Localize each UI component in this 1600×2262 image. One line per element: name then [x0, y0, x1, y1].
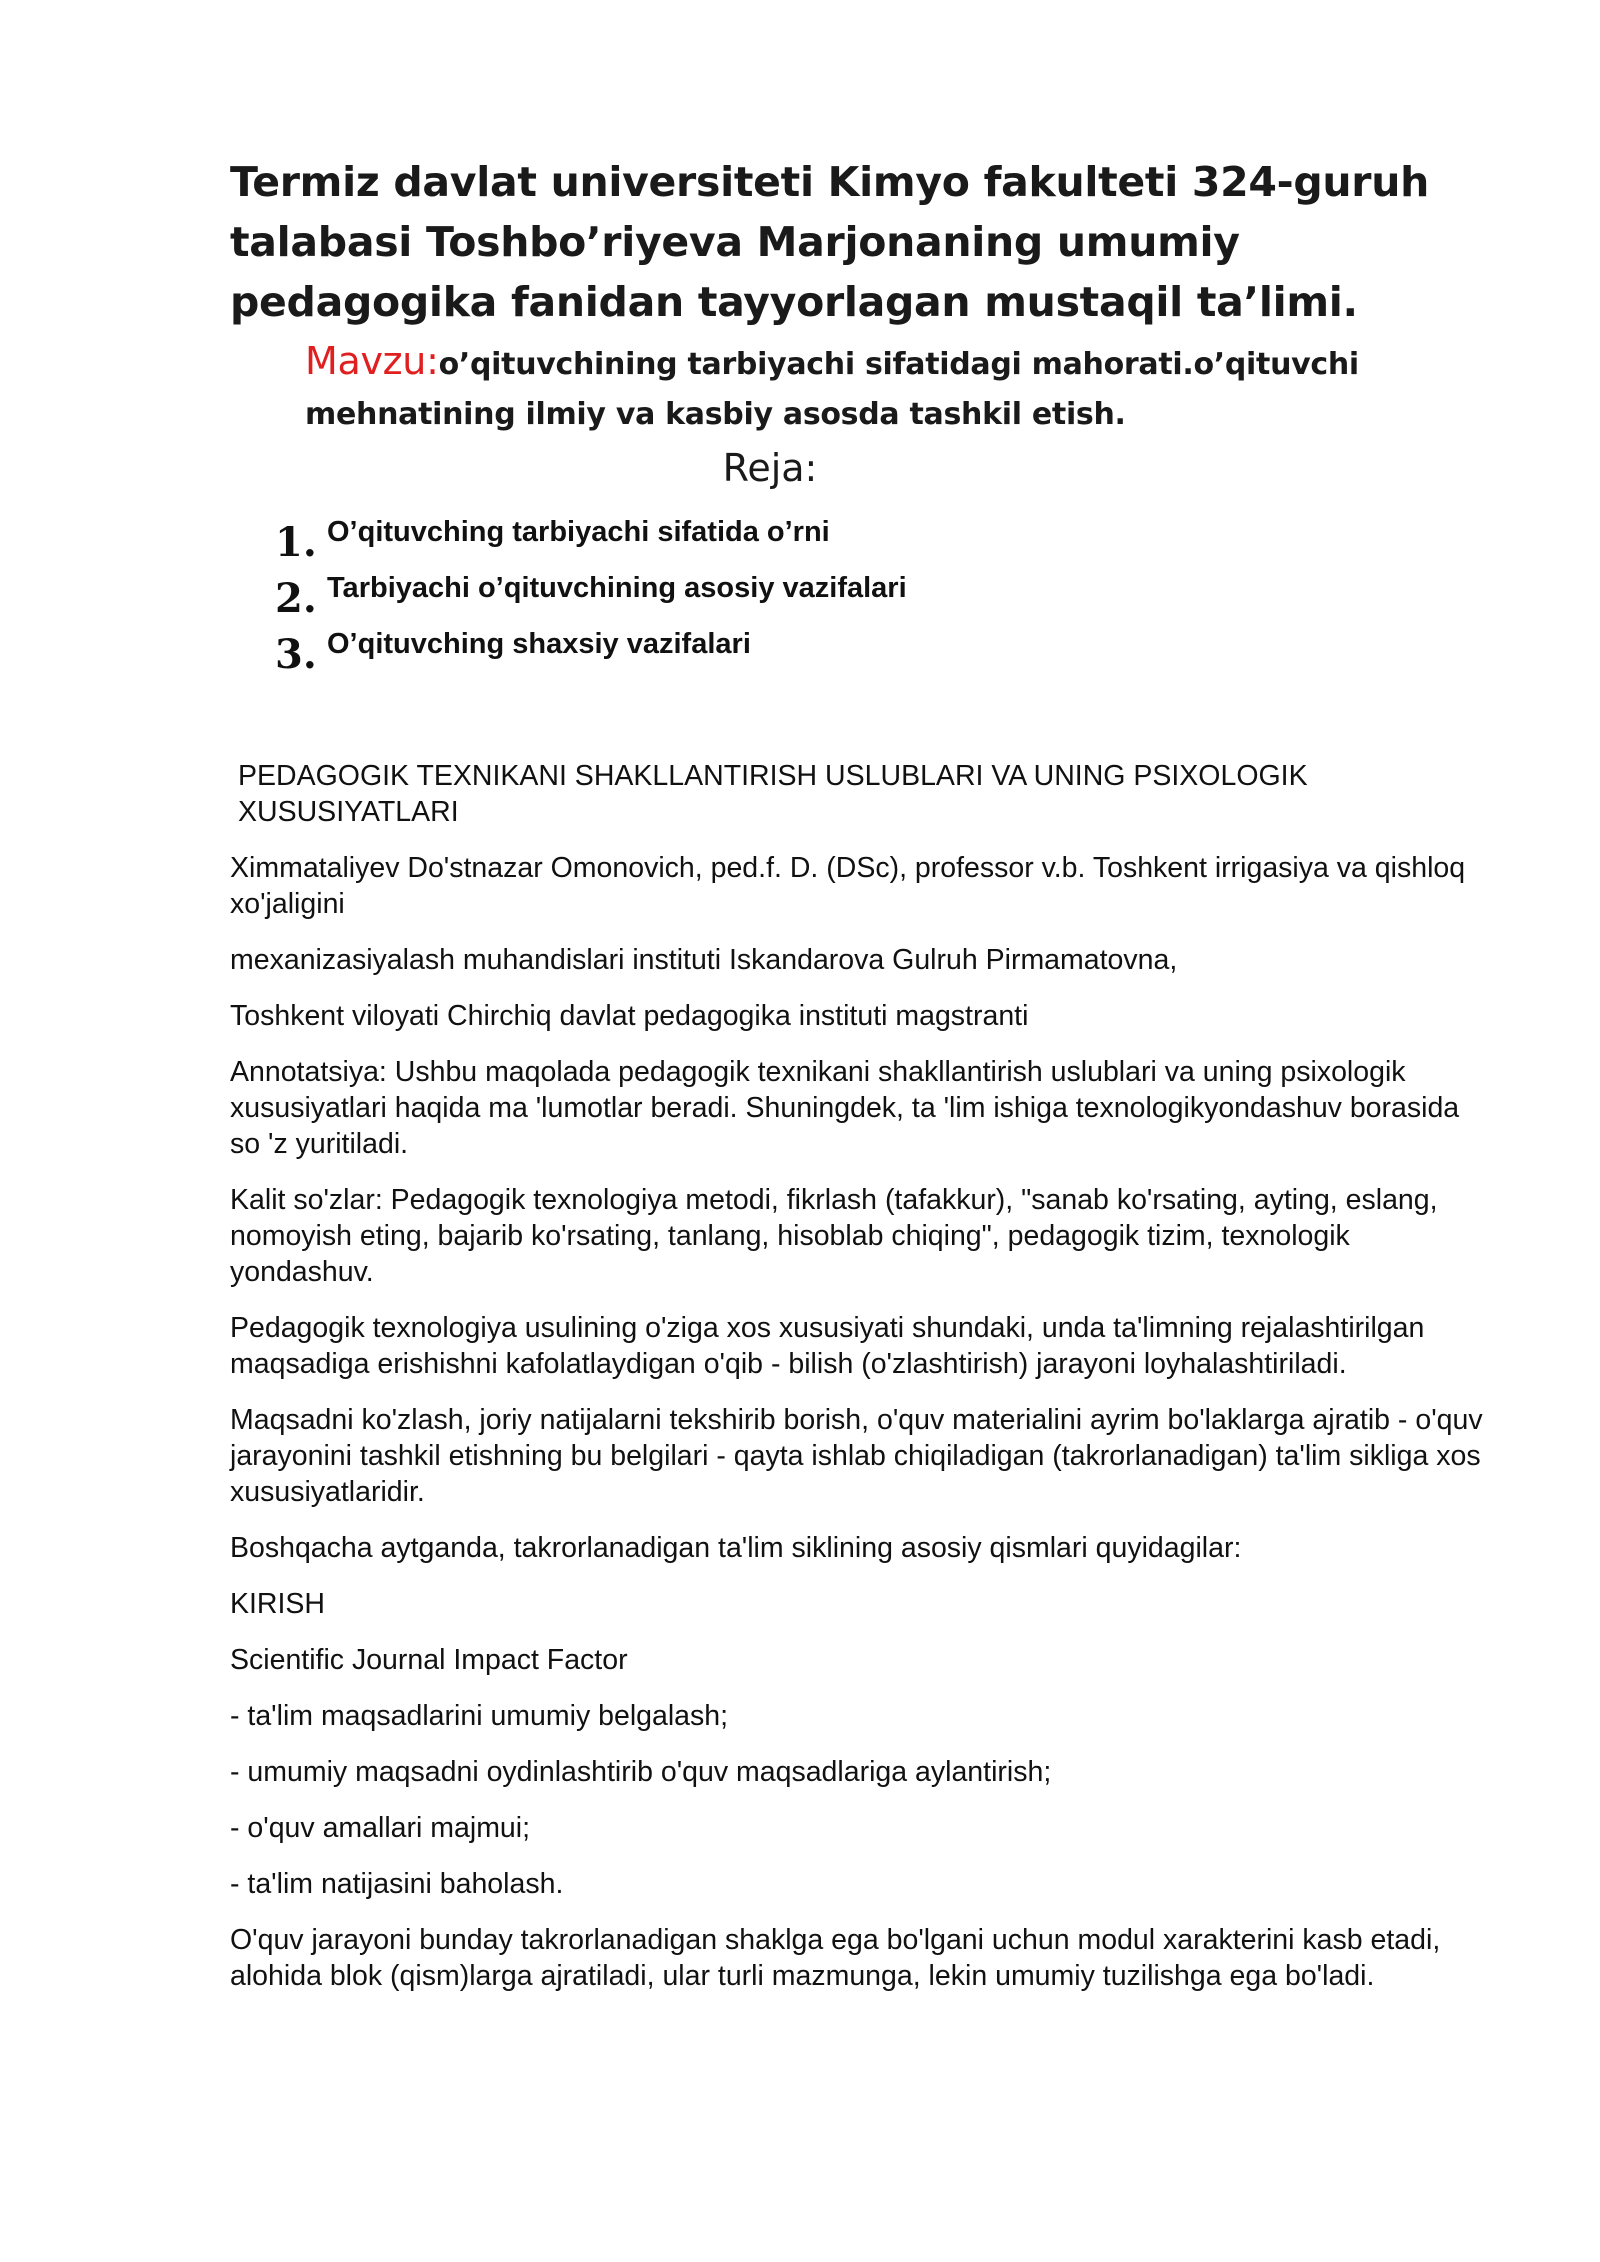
journal-note: Scientific Journal Impact Factor [230, 1644, 628, 1676]
keywords-paragraph: Kalit so'zlar: Pedagogik texnologiya metodi, fikrlash (tafakkur), "sanab ko'rsating, ayting, eslang, nomoyish eting, bajarib ko'rsating, tanlang, hisoblab chiqing", pedagogik tizim, texnologik yondashuv. [230, 1184, 1438, 1288]
plan-title: Reja: [722, 446, 818, 490]
body-paragraph: O'quv jarayoni bunday takrorlanadigan shaklga ega bo'lgani uchun modul xarakterini kasb etadi, alohida blok (qism)larga ajratiladi, ular turli mazmunga, lekin umumiy tuzilishga ega bo'ladi. [230, 1924, 1441, 1992]
plan-item-text: Tarbiyachi o’qituvchining asosiy vazifalari [327, 572, 907, 604]
plan-item-number: 2. [275, 575, 317, 622]
section-heading: KIRISH [230, 1588, 326, 1620]
document-title: Termiz davlat universiteti Kimyo fakulteti 324-guruh talabasi Toshbo’riyeva Marjonaning umumiy pedagogika fanidan tayyorlagan mustaqil ta’limi. [230, 158, 1429, 326]
body-paragraph: Maqsadni ko'zlash, joriy natijalarni tekshirib borish, o'quv materialini ayrim bo'laklarga ajratib - o'quv jarayonini tashkil etishning bu belgilari - qayta ishlab chiqiladigan (takrorlanadigan) ta'lim sikliga xos xususiyatlaridir. [230, 1404, 1483, 1508]
article-title: PEDAGOGIK TEXNIKANI SHAKLLANTIRISH USLUBLARI VA UNING PSIXOLOGIK XUSUSIYATLARI [238, 760, 1308, 828]
plan-item-number: 1. [275, 519, 317, 566]
author-line: Ximmataliyev Do'stnazar Omonovich, ped.f. D. (DSc), professor v.b. Toshkent irrigasiya va qishloq xo'jaligini [230, 852, 1466, 920]
topic-label: Mavzu: [305, 339, 439, 383]
plan-item [275, 624, 1175, 680]
list-item: - ta'lim natijasini baholash. [230, 1868, 564, 1900]
plan-item-number: 3. [275, 631, 317, 678]
list-item: - o'quv amallari majmui; [230, 1812, 531, 1844]
plan-item-text: O’qituvching shaxsiy vazifalari [327, 628, 751, 660]
author-line: mexanizasiyalash muhandislari instituti Iskandarova Gulruh Pirmamatovna, [230, 944, 1178, 976]
plan-item-text: O’qituvching tarbiyachi sifatida o’rni [327, 516, 830, 548]
plan-list [275, 512, 1175, 680]
plan-item [275, 512, 1175, 568]
list-item: - umumiy maqsadni oydinlashtirib o'quv maqsadlariga aylantirish; [230, 1756, 1052, 1788]
plan-item [275, 568, 1175, 624]
list-item: - ta'lim maqsadlarini umumiy belgalash; [230, 1700, 729, 1732]
topic-text: o’qituvchining tarbiyachi sifatidagi mahorati.o’qituvchi mehnatining ilmiy va kasbiy asosda tashkil etish. [305, 347, 1359, 432]
article-body [230, 758, 1490, 2014]
annotation-paragraph: Annotatsiya: Ushbu maqolada pedagogik texnikani shakllantirish uslublari va uning psixologik xususiyatlari haqida ma 'lumotlar beradi. Shuningdek, ta 'lim ishiga texnologikyondashuv borasida so 'z yuritiladi. [230, 1056, 1460, 1160]
topic-block [305, 336, 1385, 440]
body-paragraph: Boshqacha aytganda, takrorlanadigan ta'lim siklining asosiy qismlari quyidagilar: [230, 1532, 1242, 1564]
author-line: Toshkent viloyati Chirchiq davlat pedagogika instituti magstranti [230, 1000, 1029, 1032]
body-paragraph: Pedagogik texnologiya usulining o'ziga xos xususiyati shundaki, unda ta'limning rejalashtirilgan maqsadiga erishishni kafolatlaydigan o'qib - bilish (o'zlashtirish) jarayoni loyhalashtiriladi. [230, 1312, 1425, 1380]
